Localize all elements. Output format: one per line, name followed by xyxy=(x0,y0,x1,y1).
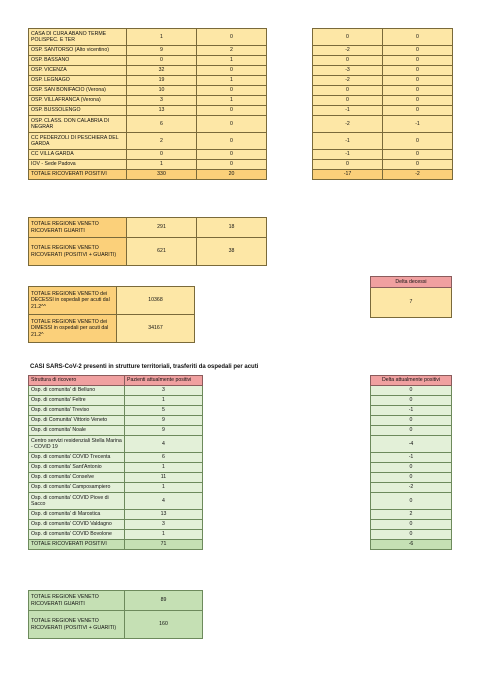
regional-total-value-b: 38 xyxy=(197,238,267,266)
hospital-delta-row xyxy=(313,46,453,56)
patients-value: 6 xyxy=(125,453,203,463)
territorial-total-value: 89 xyxy=(125,591,203,611)
hospital-value-a: 0 xyxy=(127,150,197,160)
hospital-delta-d: 0 xyxy=(383,86,453,96)
delta-positive-value: 0 xyxy=(371,463,452,473)
delta-positive-value: 2 xyxy=(371,510,452,520)
territorial-delta-row xyxy=(371,453,452,463)
hospital-delta-d: 0 xyxy=(383,106,453,116)
hospital-delta-c: 0 xyxy=(313,160,383,170)
structure-name: Osp. di comunita' Camposampiero xyxy=(29,483,125,493)
territorial-row xyxy=(29,406,203,416)
territorial-delta-row xyxy=(371,416,452,426)
regional-total-value-b: 18 xyxy=(197,218,267,238)
patients-value: 1 xyxy=(125,530,203,540)
territorial-row xyxy=(29,530,203,540)
hospital-row xyxy=(29,150,267,160)
hospital-row xyxy=(29,66,267,76)
regional-total-row xyxy=(29,218,267,238)
hospital-value-b: 0 xyxy=(197,160,267,170)
delta-positive-value: 0 xyxy=(371,396,452,406)
hospital-delta-c: -2 xyxy=(313,46,383,56)
hospital-delta-c: 0 xyxy=(313,56,383,66)
hospital-delta-row xyxy=(313,86,453,96)
hospital-value-b: 0 xyxy=(197,86,267,96)
patients-value: 1 xyxy=(125,396,203,406)
territorial-delta-row xyxy=(371,396,452,406)
hospital-total-c: -17 xyxy=(313,170,383,180)
hospital-delta-c: 0 xyxy=(313,96,383,106)
hospital-delta-c: -1 xyxy=(313,150,383,160)
hospital-delta-row xyxy=(313,160,453,170)
hospital-name: OSP. CLASS. DON CALABRIA DI NEGRAR xyxy=(29,116,127,133)
territorial-row xyxy=(29,510,203,520)
hospital-delta-c: -1 xyxy=(313,106,383,116)
patients-value: 3 xyxy=(125,386,203,396)
structure-name: Osp. di comunita' COVID Bovolone xyxy=(29,530,125,540)
structure-name: Osp. di comunita' COVID Trecenta xyxy=(29,453,125,463)
deaths-discharges-table xyxy=(28,286,195,343)
hospital-value-b: 0 xyxy=(197,29,267,46)
structure-name: Osp. di comunita' Conselve xyxy=(29,473,125,483)
delta-positive-value: 0 xyxy=(371,493,452,510)
hospital-delta-row xyxy=(313,29,453,46)
hospital-total-delta-row xyxy=(313,170,453,180)
hospital-total-b: 20 xyxy=(197,170,267,180)
delta-positive-value: 0 xyxy=(371,473,452,483)
hospital-delta-row xyxy=(313,133,453,150)
patients-value: 9 xyxy=(125,426,203,436)
hospital-delta-d: 0 xyxy=(383,133,453,150)
hospital-value-a: 3 xyxy=(127,96,197,106)
discharges-row xyxy=(29,315,195,343)
deaths-row xyxy=(29,287,195,315)
patients-value: 1 xyxy=(125,483,203,493)
regional-total-row xyxy=(29,238,267,266)
hospital-delta-row xyxy=(313,76,453,86)
hospital-row xyxy=(29,116,267,133)
hospital-row xyxy=(29,46,267,56)
territorial-total-row xyxy=(29,591,203,611)
discharges-label: TOTALE REGIONE VENETO dei DIMESSI in ospedali per acuti dal 21.2^ xyxy=(29,315,117,343)
hospital-delta-d: 0 xyxy=(383,150,453,160)
structure-name: Osp. di comunita' COVID Valdagno xyxy=(29,520,125,530)
patients-value: 5 xyxy=(125,406,203,416)
column-header-delta: Delta attualmente positivi xyxy=(371,376,452,386)
hospital-delta-c: 0 xyxy=(313,29,383,46)
hospital-name: CASA DI CURA ABANO TERME POLISPEC. E TER xyxy=(29,29,127,46)
territorial-row xyxy=(29,463,203,473)
hospital-total-row xyxy=(29,170,267,180)
hospital-delta-row xyxy=(313,56,453,66)
hospital-total-label: TOTALE RICOVERATI POSITIVI xyxy=(29,170,127,180)
regional-totals-table xyxy=(28,217,267,266)
territorial-delta-row xyxy=(371,436,452,453)
patients-value: 13 xyxy=(125,510,203,520)
hospital-name: OSP. BASSANO xyxy=(29,56,127,66)
territorial-delta-row xyxy=(371,483,452,493)
territorial-total-value: 160 xyxy=(125,611,203,639)
hospital-row xyxy=(29,56,267,66)
hospital-delta-d: 0 xyxy=(383,56,453,66)
territorial-row xyxy=(29,386,203,396)
patients-value: 4 xyxy=(125,493,203,510)
hospital-delta-row xyxy=(313,116,453,133)
deaths-value: 10368 xyxy=(117,287,195,315)
hospital-name: CC VILLA GARDA xyxy=(29,150,127,160)
hospital-delta-d: 0 xyxy=(383,160,453,170)
territorial-totals-table xyxy=(28,590,203,639)
territorial-delta-row xyxy=(371,473,452,483)
hospital-delta-row xyxy=(313,150,453,160)
hospital-total-a: 330 xyxy=(127,170,197,180)
delta-deaths-header: Delta decessi xyxy=(371,277,452,288)
structure-name: Osp. di comunita' Treviso xyxy=(29,406,125,416)
territorial-total-delta-row xyxy=(371,540,452,550)
hospital-value-a: 13 xyxy=(127,106,197,116)
territorial-delta-row xyxy=(371,426,452,436)
hospital-delta-c: 0 xyxy=(313,86,383,96)
territorial-row xyxy=(29,436,203,453)
hospital-name: CC PEDERZOLI DI PESCHIERA DEL GARDA xyxy=(29,133,127,150)
structure-name: Osp. di comunita' Noale xyxy=(29,426,125,436)
territorial-row xyxy=(29,473,203,483)
structure-name: Osp. di Comunita' Vittorio Veneto xyxy=(29,416,125,426)
territorial-delta-row xyxy=(371,520,452,530)
hospital-name: OSP. VILLAFRANCA (Verona) xyxy=(29,96,127,106)
hospital-row xyxy=(29,160,267,170)
hospital-name: OSP. BUSSOLENGO xyxy=(29,106,127,116)
hospital-value-a: 19 xyxy=(127,76,197,86)
hospital-row xyxy=(29,76,267,86)
hospital-value-a: 6 xyxy=(127,116,197,133)
patients-value: 4 xyxy=(125,436,203,453)
hospital-row xyxy=(29,133,267,150)
territorial-delta-row xyxy=(371,386,452,396)
hospital-delta-d: -1 xyxy=(383,116,453,133)
patients-value: 9 xyxy=(125,416,203,426)
hospital-value-b: 0 xyxy=(197,106,267,116)
hospital-value-a: 32 xyxy=(127,66,197,76)
hospital-row xyxy=(29,106,267,116)
territorial-row xyxy=(29,483,203,493)
territorial-total-row xyxy=(29,611,203,639)
regional-total-label: TOTALE REGIONE VENETO RICOVERATI (POSITIVI + GUARITI) xyxy=(29,238,127,266)
hospital-delta-d: 0 xyxy=(383,46,453,56)
territorial-row xyxy=(29,416,203,426)
territorial-total-label: TOTALE REGIONE VENETO RICOVERATI GUARITI xyxy=(29,591,125,611)
delta-positive-value: 0 xyxy=(371,530,452,540)
hospital-value-a: 2 xyxy=(127,133,197,150)
hospital-value-b: 0 xyxy=(197,66,267,76)
hospital-value-b: 1 xyxy=(197,76,267,86)
territorial-delta-row xyxy=(371,493,452,510)
hospital-delta-row xyxy=(313,106,453,116)
delta-positive-value: -1 xyxy=(371,453,452,463)
structure-name: Osp. di comunita' di Marostica xyxy=(29,510,125,520)
delta-positive-value: 0 xyxy=(371,386,452,396)
hospital-delta-c: -2 xyxy=(313,76,383,86)
regional-total-label: TOTALE REGIONE VENETO RICOVERATI GUARITI xyxy=(29,218,127,238)
hospital-value-b: 0 xyxy=(197,150,267,160)
territorial-delta-row xyxy=(371,510,452,520)
delta-positive-value: 0 xyxy=(371,520,452,530)
delta-positive-value: -4 xyxy=(371,436,452,453)
hospital-value-b: 2 xyxy=(197,46,267,56)
hospital-value-a: 1 xyxy=(127,160,197,170)
deaths-label: TOTALE REGIONE VENETO dei DECESSI in ospedali per acuti dal 21.2^^ xyxy=(29,287,117,315)
hospital-delta-d: 0 xyxy=(383,66,453,76)
delta-positive-value: 0 xyxy=(371,416,452,426)
hospital-delta-d: 0 xyxy=(383,29,453,46)
structure-name: Osp. di comunita' Sant'Antonio xyxy=(29,463,125,473)
patients-value: 11 xyxy=(125,473,203,483)
hospital-value-a: 1 xyxy=(127,29,197,46)
hospital-row xyxy=(29,96,267,106)
delta-deaths-table xyxy=(370,276,452,318)
hospital-value-a: 10 xyxy=(127,86,197,96)
delta-positive-value: -1 xyxy=(371,406,452,416)
territorial-row xyxy=(29,396,203,406)
column-header-struttura: Struttura di ricovero xyxy=(29,376,125,386)
delta-positive-value: -2 xyxy=(371,483,452,493)
hospital-delta-c: -1 xyxy=(313,133,383,150)
hospital-value-b: 1 xyxy=(197,96,267,106)
hospital-value-b: 1 xyxy=(197,56,267,66)
structure-name: Osp. di comunita' COVID Piove di Sacco xyxy=(29,493,125,510)
hospital-name: IOV - Sede Padova xyxy=(29,160,127,170)
hospital-delta-row xyxy=(313,96,453,106)
hospital-delta-table xyxy=(312,28,453,180)
patients-value: 3 xyxy=(125,520,203,530)
hospital-total-d: -2 xyxy=(383,170,453,180)
hospital-table xyxy=(28,28,267,180)
regional-total-value-a: 621 xyxy=(127,238,197,266)
discharges-value: 34167 xyxy=(117,315,195,343)
territorial-delta-row xyxy=(371,463,452,473)
structure-name: Osp. di comunita' Feltre xyxy=(29,396,125,406)
delta-positive-value: 0 xyxy=(371,426,452,436)
territorial-total-positive-label: TOTALE RICOVERATI POSITIVI xyxy=(29,540,125,550)
territorial-total-positive-row xyxy=(29,540,203,550)
hospital-value-a: 9 xyxy=(127,46,197,56)
hospital-row xyxy=(29,86,267,96)
territorial-delta-row xyxy=(371,406,452,416)
territorial-row xyxy=(29,520,203,530)
territorial-row xyxy=(29,426,203,436)
hospital-delta-d: 0 xyxy=(383,96,453,106)
hospital-name: OSP. SAN BONIFACIO (Verona) xyxy=(29,86,127,96)
structure-name: Osp. di comunita' di Belluno xyxy=(29,386,125,396)
column-header-pazienti: Pazienti attualmente positivi xyxy=(125,376,203,386)
structure-name: Centro servizi residenziali Stella Marina - COVID 19 xyxy=(29,436,125,453)
hospital-value-b: 0 xyxy=(197,116,267,133)
patients-value: 1 xyxy=(125,463,203,473)
hospital-name: OSP. VICENZA xyxy=(29,66,127,76)
hospital-delta-d: 0 xyxy=(383,76,453,86)
hospital-value-b: 0 xyxy=(197,133,267,150)
hospital-delta-c: -2 xyxy=(313,116,383,133)
territorial-table xyxy=(28,375,203,550)
hospital-row xyxy=(29,29,267,46)
hospital-name: OSP. LEGNAGO xyxy=(29,76,127,86)
hospital-value-a: 0 xyxy=(127,56,197,66)
regional-total-value-a: 291 xyxy=(127,218,197,238)
territorial-row xyxy=(29,493,203,510)
territorial-delta-table xyxy=(370,375,452,550)
territorial-delta-row xyxy=(371,530,452,540)
hospital-delta-row xyxy=(313,66,453,76)
hospital-delta-c: -3 xyxy=(313,66,383,76)
territorial-total-positive-value: 71 xyxy=(125,540,203,550)
territorial-row xyxy=(29,453,203,463)
hospital-name: OSP. SANTORSO (Alto vicentino) xyxy=(29,46,127,56)
territorial-total-delta-value: -6 xyxy=(371,540,452,550)
delta-deaths-value: 7 xyxy=(371,288,452,318)
territorial-total-label: TOTALE REGIONE VENETO RICOVERATI (POSITIVI + GUARITI) xyxy=(29,611,125,639)
section-title: CASI SARS-CoV-2 presenti in strutture territoriali, trasferiti da ospedali per acuti xyxy=(30,364,259,370)
